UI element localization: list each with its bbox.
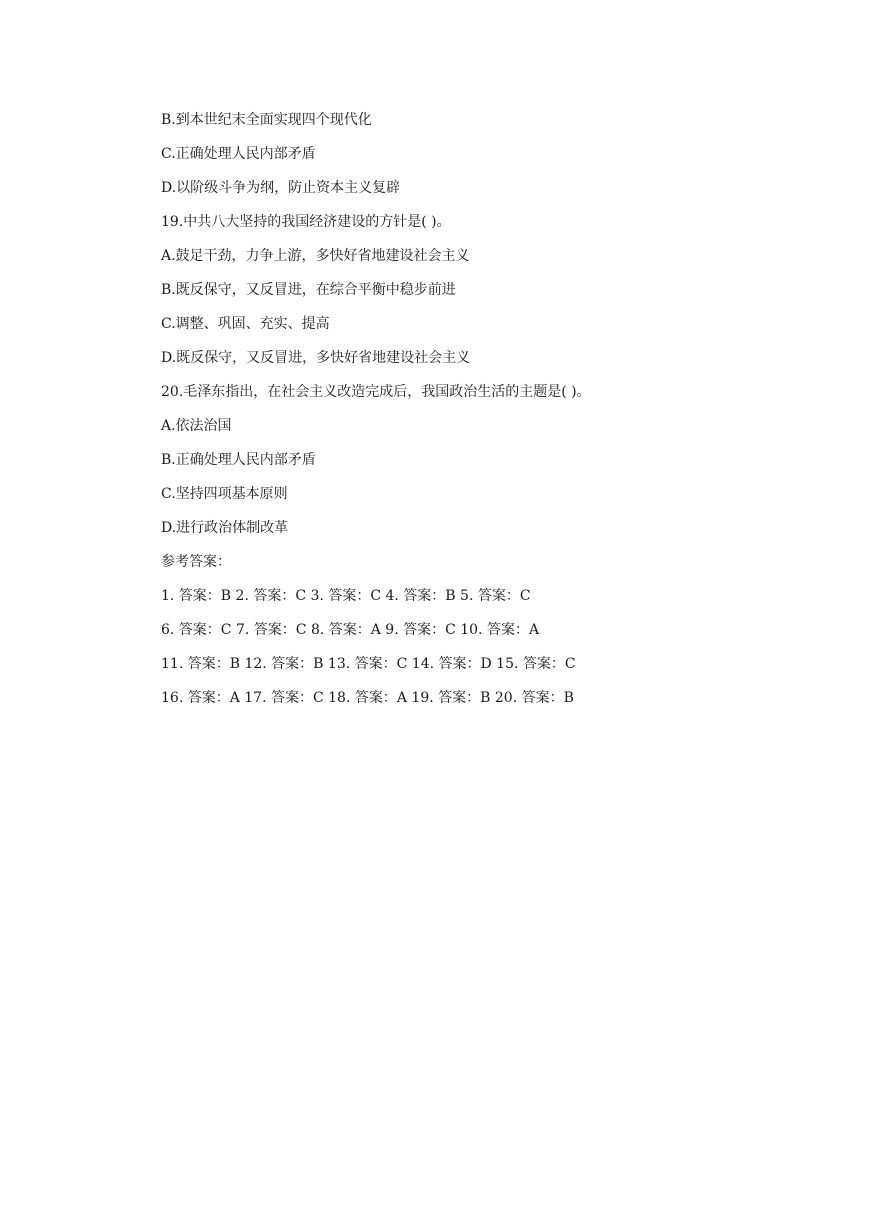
q20-option-d: D.进行政治体制改革 [161, 520, 289, 536]
q19-option-c: C.调整、巩固、充实、提高 [161, 316, 330, 332]
answer-key-heading: 参考答案： [161, 554, 231, 570]
answer-row: 16. 答案：A 17. 答案：C 18. 答案：A 19. 答案：B 20. 答案：B [161, 690, 574, 706]
question-18-options [161, 110, 801, 198]
q19-stem: 19.中共八大坚持的我国经济建设的方针是( )。 [161, 214, 451, 230]
document-page [161, 110, 801, 722]
q19-option-b: B.既反保守，又反冒进，在综合平衡中稳步前进 [161, 282, 456, 298]
answer-row: 1. 答案：B 2. 答案：C 3. 答案：C 4. 答案：B 5. 答案：C [161, 588, 531, 604]
q19-option-a: A.鼓足干劲，力争上游，多快好省地建设社会主义 [161, 248, 470, 264]
answer-row: 11. 答案：B 12. 答案：B 13. 答案：C 14. 答案：D 15. 答案：C [161, 656, 576, 672]
answer-row: 6. 答案：C 7. 答案：C 8. 答案：A 9. 答案：C 10. 答案：A [161, 622, 540, 638]
q20-stem: 20.毛泽东指出，在社会主义改造完成后，我国政治生活的主题是( )。 [161, 384, 591, 400]
q20-option-b: B.正确处理人民内部矛盾 [161, 452, 316, 468]
q19-option-d: D.既反保守，又反冒进，多快好省地建设社会主义 [161, 350, 471, 366]
q20-option-a: A.依法治国 [161, 418, 232, 434]
q18-option-c: C.正确处理人民内部矛盾 [161, 146, 316, 162]
answer-key [161, 552, 801, 708]
q18-option-d: D.以阶级斗争为纲，防止资本主义复辟 [161, 180, 401, 196]
question-19 [161, 212, 801, 368]
question-20 [161, 382, 801, 538]
q18-option-b: B.到本世纪末全面实现四个现代化 [161, 112, 372, 128]
q20-option-c: C.坚持四项基本原则 [161, 486, 288, 502]
